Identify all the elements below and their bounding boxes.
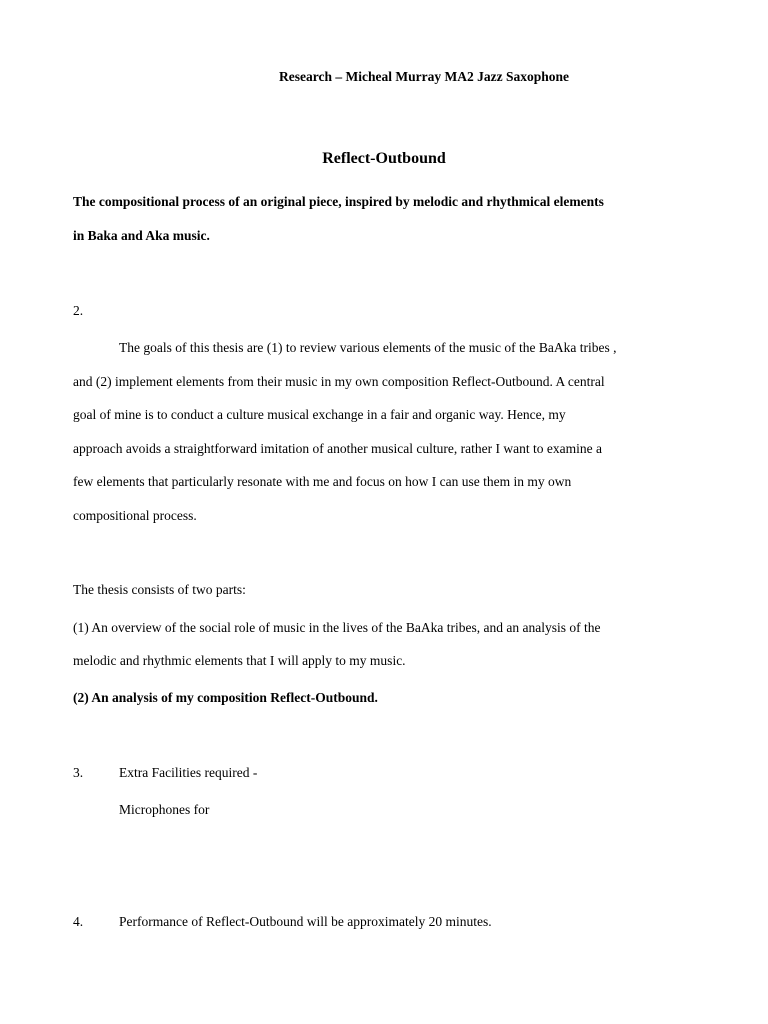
section-3-item: Microphones for	[119, 802, 210, 817]
document-title: Reflect-Outbound	[322, 150, 446, 167]
paragraph-line: compositional process.	[73, 508, 197, 523]
subtitle-line: The compositional process of an original piece, inspired by melodic and rhythmical elements	[73, 194, 604, 209]
part-1-line: (1) An overview of the social role of music in the lives of the BaAka tribes, and an analysis of the	[73, 620, 601, 635]
paragraph-line: goal of mine is to conduct a culture musical exchange in a fair and organic way. Hence, my	[73, 407, 566, 422]
section-4-number: 4.	[73, 914, 84, 929]
part-1-line: melodic and rhythmic elements that I will apply to my music.	[73, 653, 406, 668]
section-2-number: 2.	[73, 303, 84, 318]
section-3-number: 3.	[73, 765, 84, 780]
subtitle-line: in Baka and Aka music.	[73, 228, 210, 243]
section-3-heading: Extra Facilities required -	[119, 765, 258, 780]
paragraph-line: few elements that particularly resonate with me and focus on how I can use them in my own	[73, 474, 572, 489]
section-4-text: Performance of Reflect-Outbound will be approximately 20 minutes.	[119, 914, 492, 929]
document-header: Research – Micheal Murray MA2 Jazz Saxophone	[279, 69, 569, 84]
paragraph-line: and (2) implement elements from their music in my own composition Reflect-Outbound. A central	[73, 374, 605, 389]
paragraph-line: The goals of this thesis are (1) to review various elements of the music of the BaAka tribes ,	[119, 340, 617, 355]
part-2-line: (2) An analysis of my composition Reflect-Outbound.	[73, 690, 378, 705]
parts-intro: The thesis consists of two parts:	[73, 582, 246, 597]
paragraph-line: approach avoids a straightforward imitation of another musical culture, rather I want to examine a	[73, 441, 602, 456]
